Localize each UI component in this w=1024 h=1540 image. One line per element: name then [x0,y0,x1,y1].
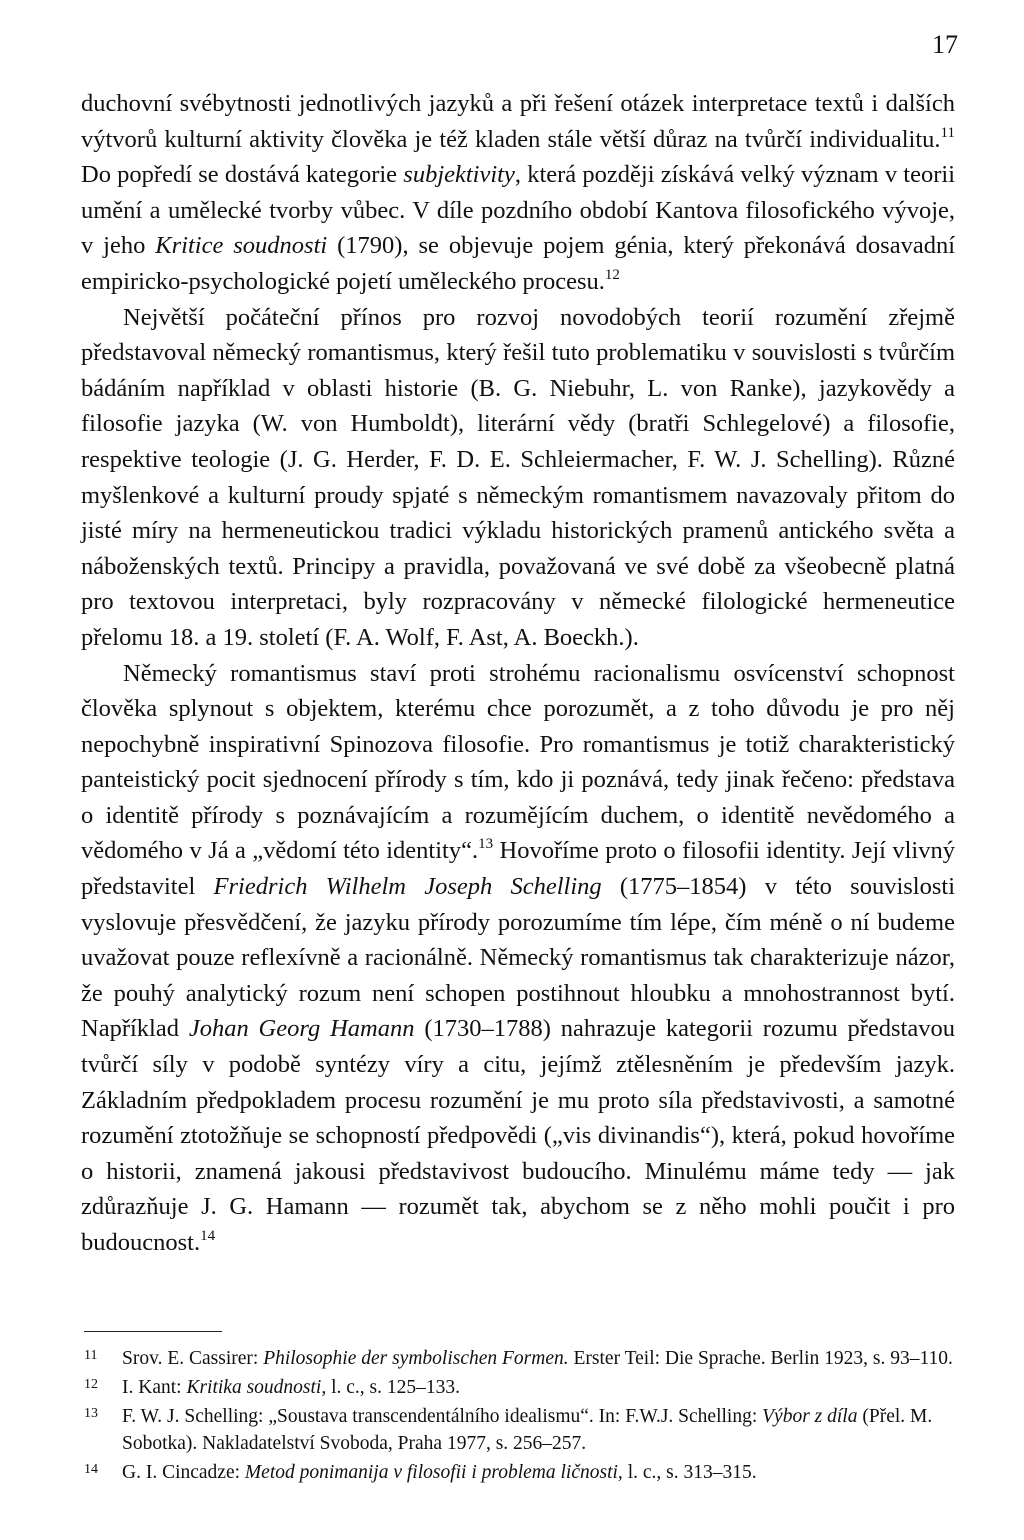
footnote-separator [84,1331,222,1332]
footnote-number: 13 [84,1406,98,1421]
footnote-reference: 12 [604,266,620,283]
paragraph [81,300,955,656]
italic-text: Kritice soudnosti [155,232,328,260]
footnote [84,1345,954,1372]
page-number: 17 [932,30,958,59]
text-run: Do popředí se dostává kategorie [81,161,404,189]
footnote [84,1374,954,1401]
footnote-text [122,1345,954,1372]
text-run: I. Kant: [122,1377,187,1398]
text-run: Hovoříme proto o filosofii identity. Její vlivný představitel [81,837,955,901]
text-run: Největší počáteční přínos pro rozvoj novodobých teorií rozumění zřejmě představoval německý romantismus, který řešil tuto problematiku v souvislosti s tvůrčím bádáním například v oblasti historie (B. G. Niebuhr, L. von Ranke), jazykovědy a filosofie jazyka (W. von Humboldt), literární vědy (bratři Schlegelové) a filosofie, respektive teologie (J. G. Herder, F. D. E. Schleiermacher, F. W. J. Schelling). Různé myšlenkové a kulturní proudy spjaté s německým romantismem navazovaly přitom do jisté míry na hermeneutickou tradici výkladu historických pramenů antického světa a náboženských textů. Principy a pravidla, považovaná ve své době za všeobecně platná pro textovou interpretaci, byly rozpracovány v německé filologické hermeneutice přelomu 18. a 19. století (F. A. Wolf, F. Ast, A. Boeckh.). [81,303,955,651]
footnote-text [122,1459,954,1486]
footnote-reference: 11 [940,124,955,141]
italic-text: Friedrich Wilhelm Joseph Schelling [213,873,602,901]
footnote [84,1403,954,1457]
text-run: (1790), se objevuje pojem génia, který překonává dosavadní empiricko-psychologické pojetí uměleckého procesu. [81,232,956,295]
text-run: (1775–1854) v této souvislosti vyslovuje přesvědčení, že jazyku přírody porozumíme tím lépe, čím méně o ní budeme uvažovat pouze reflexívně a racionálně. Německý romantismus tak charakterizuje názor, že pouhý analytický rozum není schopen postihnout hloubku a mnohostrannost bytí. Například [81,873,955,1043]
text-run: duchovní svébytnosti jednotlivých jazyků a při řešení otázek interpretace textů i dalších výtvorů kulturní aktivity člověka je též kladen stále větší důraz na tvůrčí individualitu. [81,90,955,153]
text-run: (1730–1788) nahrazuje kategorii rozumu představou tvůrčí síly v podobě syntézy víry a citu, jejímž ztělesněním je především jazyk. Základním předpokladem procesu rozumění je mu proto síla představivosti, a samotné rozumění ztotožňuje se schopností předpovědi („vis divinandis“), která, pokud hovoříme o historii, znamená jakousi představivost budoucího. Minulému máme tedy — jak zdůrazňuje J. G. Hamann — rozumět tak, abychom se z něho mohli poučit i pro budoucnost. [81,1015,955,1256]
text-run: F. W. J. Schelling: „Soustava transcendentálního idealismu“. In: F.W.J. Schelling: [122,1406,763,1427]
italic-text: Johan Georg Hamann [188,1015,415,1043]
text-run: Srov. E. Cassirer: [122,1348,264,1369]
paragraph [81,656,955,1261]
footnote-number: 14 [84,1462,98,1477]
footnote-reference: 13 [478,836,494,853]
text-run: Německý romantismus staví proti strohému racionalismu osvícenství schopnost člověka splynout s objektem, kterému chce porozumět, a z toho důvodu je pro něj nepochybně inspirativní Spinozova filosofie. Pro romantismus je totiž charakteristický panteistický pocit sjednocení přírody s tím, kdo ji poznává, tedy jinak řečeno: představa o identitě přírody s poznávajícím a rozumějícím duchem, o identitě nevědomého a vědomého v Já a „vědomí této identity“. [81,659,955,865]
italic-text: Metod ponimanija v filosofii i problema ličnosti, [244,1462,623,1483]
text-run: l. c., s. 313–315. [622,1462,757,1483]
footnote-text [122,1403,954,1457]
text-run: Erster Teil: Die Sprache. Berlin 1923, s. 93–110. [568,1348,953,1369]
text-run: (Přel. M. Sobotka). Nakladatelství Svoboda, Praha 1977, s. 256–257. [122,1406,933,1454]
paragraph [81,86,955,300]
footnote [84,1459,954,1486]
italic-text: Výbor z díla [762,1406,858,1427]
italic-text: Philosophie der symbolischen Formen. [263,1348,569,1369]
body-text [81,86,955,1261]
footnote-reference: 14 [200,1228,216,1244]
footnote-number: 11 [84,1348,98,1363]
italic-text: subjektivity [403,161,515,189]
footnote-text [122,1374,954,1401]
footnote-number: 12 [84,1377,98,1392]
text-run: G. I. Cincadze: [122,1462,245,1483]
footnotes [84,1345,954,1488]
italic-text: Kritika soudnosti, [186,1377,327,1398]
text-run: l. c., s. 125–133. [326,1377,461,1398]
text-run: , která později získává velký význam v teorii umění a umělecké tvorby vůbec. V díle pozdního období Kantova filosofického vývoje, v jeho [81,161,955,260]
